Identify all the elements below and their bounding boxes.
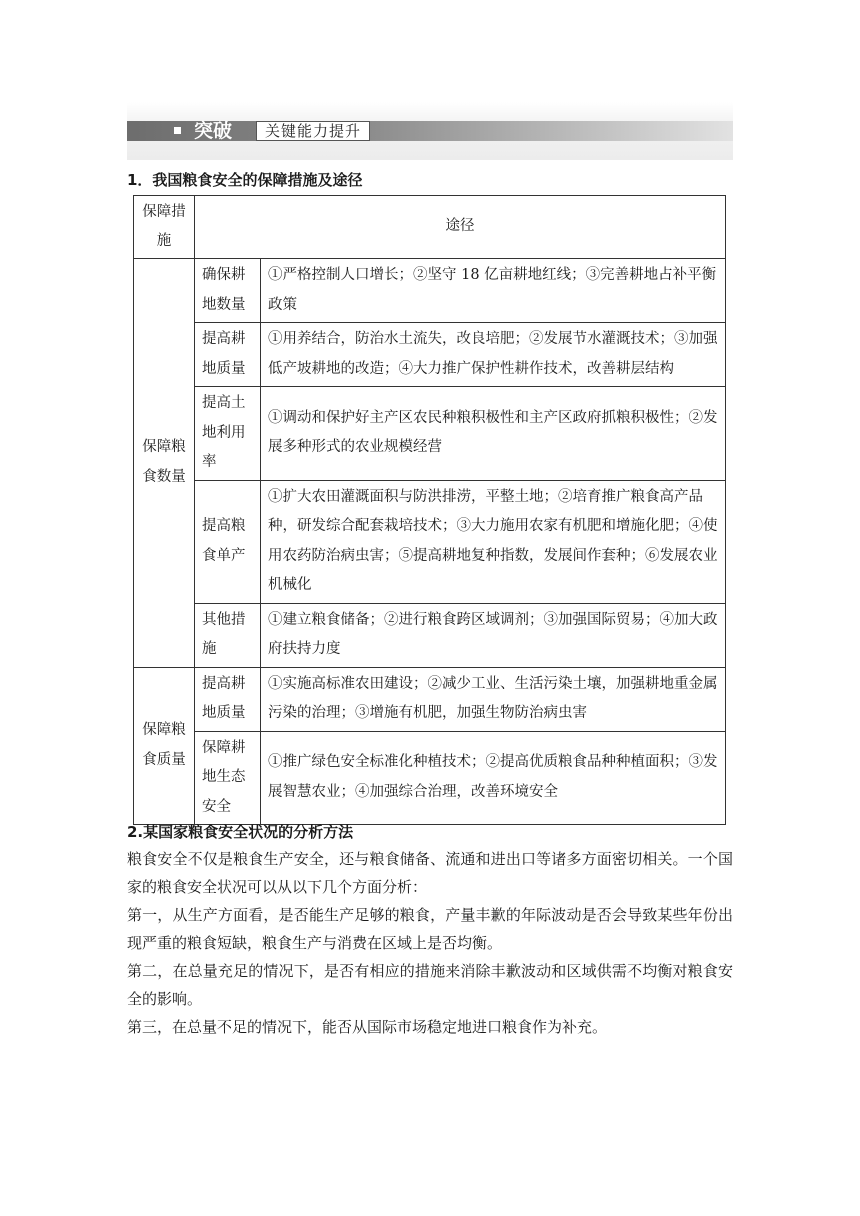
measure-cell: 保障耕地生态安全	[195, 731, 261, 825]
path-cell: ①严格控制人口增长；②坚守 18 亿亩耕地红线；③完善耕地占补平衡政策	[261, 259, 726, 323]
header-path: 途径	[195, 196, 726, 259]
path-cell: ①实施高标准农田建设；②减少工业、生活污染土壤，加强耕地重金属污染的治理；③增施有机肥，加强生物防治病虫害	[261, 667, 726, 731]
table-row	[134, 667, 726, 731]
bullet-square-icon	[174, 127, 181, 134]
header-measures: 保障措施	[134, 196, 195, 259]
paragraph: 第三，在总量不足的情况下，能否从国际市场稳定地进口粮食作为补充。	[127, 1018, 608, 1036]
measure-cell: 其他措施	[195, 603, 261, 667]
group-label-quality: 保障粮食质量	[134, 667, 195, 825]
measures-table	[133, 195, 726, 825]
measure-cell: 提高耕地质量	[195, 323, 261, 387]
measure-cell: 提高耕地质量	[195, 667, 261, 731]
path-cell: ①扩大农田灌溉面积与防洪排涝，平整土地；②培育推广粮食高产品种，研发综合配套栽培技术；③大力施用农家有机肥和增施化肥；④使用农药防治病虫害；⑤提高耕地复种指数，发展间作套种；⑥发展农业机械化	[261, 480, 726, 603]
table-header-row	[134, 196, 726, 259]
measure-cell: 提高粮食单产	[195, 480, 261, 603]
section-1-title: 1．我国粮食安全的保障措施及途径	[127, 171, 363, 189]
section-2-title: 2.某国家粮食安全状况的分析方法	[127, 823, 354, 841]
table-row	[134, 603, 726, 667]
measure-cell: 提高土地利用率	[195, 387, 261, 481]
table-row	[134, 323, 726, 387]
path-cell: ①用养结合，防治水土流失，改良培肥；②发展节水灌溉技术；③加强低产坡耕地的改造；④大力推广保护性耕作技术，改善耕层结构	[261, 323, 726, 387]
banner-subtitle: 关键能力提升	[256, 121, 370, 141]
table-row	[134, 731, 726, 825]
banner-title: 突破	[194, 120, 233, 142]
paragraph: 粮食安全不仅是粮食生产安全，还与粮食储备、流通和进出口等诸多方面密切相关。一个国家的粮食安全状况可以从以下几个方面分析：	[127, 850, 733, 896]
table-row	[134, 480, 726, 603]
group-label-quantity: 保障粮食数量	[134, 259, 195, 668]
path-cell: ①建立粮食储备；②进行粮食跨区域调剂；③加强国际贸易；④加大政府扶持力度	[261, 603, 726, 667]
table-row	[134, 387, 726, 481]
table-row	[134, 259, 726, 323]
path-cell: ①推广绿色安全标准化种植技术；②提高优质粮食品种种植面积；③发展智慧农业；④加强综合治理，改善环境安全	[261, 731, 726, 825]
paragraph: 第二，在总量充足的情况下，是否有相应的措施来消除丰歉波动和区域供需不均衡对粮食安全的影响。	[127, 962, 733, 1008]
paragraph: 第一，从生产方面看，是否能生产足够的粮食，产量丰歉的年际波动是否会导致某些年份出现严重的粮食短缺，粮食生产与消费在区域上是否均衡。	[127, 906, 733, 952]
measure-cell: 确保耕地数量	[195, 259, 261, 323]
path-cell: ①调动和保护好主产区农民种粮积极性和主产区政府抓粮积极性；②发展多种形式的农业规模经营	[261, 387, 726, 481]
